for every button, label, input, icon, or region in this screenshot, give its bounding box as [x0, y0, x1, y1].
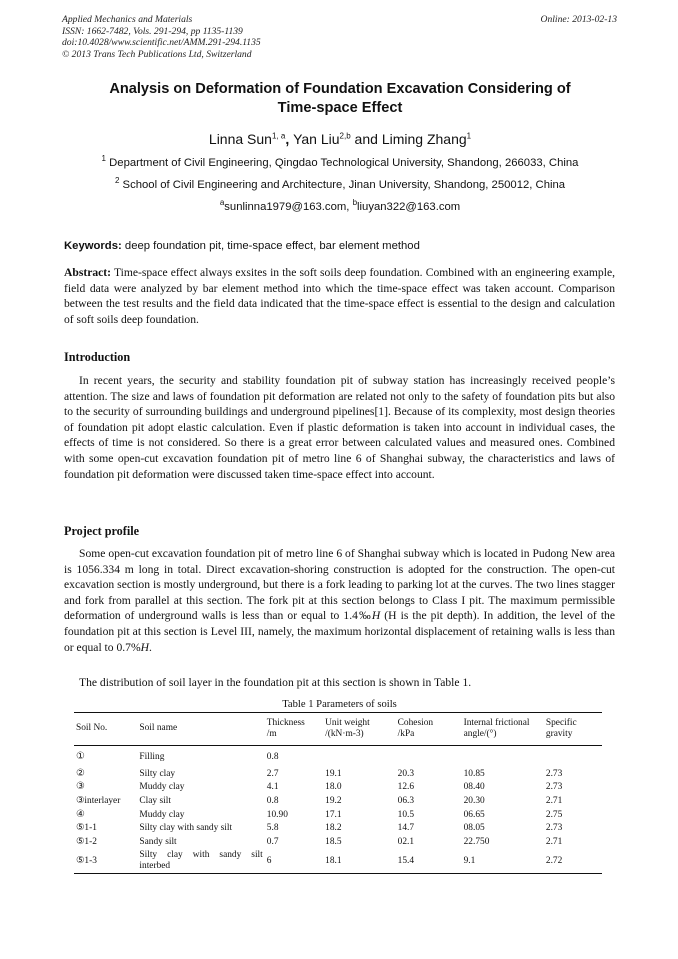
- table-cell: Sandy silt: [139, 836, 177, 847]
- table-row: [74, 767, 602, 781]
- author-name: Yan Liu: [293, 131, 340, 147]
- table-cell: 18.2: [325, 823, 342, 834]
- copyright-line: © 2013 Trans Tech Publications Ltd, Switzerland: [62, 48, 252, 60]
- table-cell: 5.8: [266, 823, 279, 834]
- table-cell: ⑤1-1: [76, 823, 97, 834]
- affiliation-number: 2: [114, 176, 120, 186]
- author-conjunction: and: [350, 131, 382, 147]
- affiliation-text: School of Civil Engineering and Architecture, Jinan University, Shandong, 250012, China: [122, 179, 566, 191]
- table-cell: [544, 746, 602, 767]
- table-cell: ⑤1-3: [76, 855, 97, 866]
- table-cell: 20.30: [463, 795, 485, 806]
- column-header: Cohesion /kPa: [397, 718, 434, 739]
- abstract: [64, 265, 615, 327]
- title-line-1: Analysis on Deformation of Foundation Excavation Considering of: [109, 81, 571, 97]
- table-cell: 6: [266, 855, 272, 866]
- table-cell: ①: [76, 751, 85, 763]
- keywords: [64, 240, 624, 252]
- table-cell: 10.5: [397, 809, 415, 820]
- soil-parameters-table: [74, 712, 602, 874]
- table-cell: 9.1: [463, 855, 476, 866]
- author-list: Linna Sun$^{1, a}$, Yan Liu$^{2,b}$ and Liming Zhang$^1$: [208, 131, 472, 147]
- table-cell: 02.1: [397, 836, 415, 847]
- table-row: [74, 848, 602, 873]
- table-cell: [462, 746, 544, 767]
- table-intro-paragraph: The distribution of soil layer in the foundation pit at this section is shown in Table 1.: [79, 676, 472, 689]
- table-cell: 2.71: [545, 795, 563, 806]
- table-cell: 08.40: [463, 782, 485, 793]
- introduction-paragraph: In recent years, the security and stability foundation pit of subway station has increasingly received people’s attention. The size and laws of foundation pit deformation are related not only to the safety of foundation pits but also to the security of surrounding buildings and underground pipelines[1]. Because of its complexity, most design theories of foundation pit adopt elastic calculation. Even if plastic deformation is taken into account in individual cases, the effects of time is not considered. So there is a great error between calculated values and measured ones. Combined with some open-cut excavation foundation pit of metro line 6 of Shanghai subway, the characteristics and laws of foundation pit deformation were discussed taken time-space effect into account.: [64, 374, 615, 481]
- email-link[interactable]: liuyan322@163.com: [357, 201, 461, 213]
- issn-line: ISSN: 1662-7482, Vols. 291-294, pp 1135-1139: [62, 25, 243, 37]
- table-cell: ⑤1-2: [76, 836, 97, 847]
- table-cell: 19.2: [325, 795, 342, 806]
- column-header: Soil name: [139, 723, 178, 734]
- table-cell: 0.8: [266, 795, 279, 806]
- project-paragraph: Some open-cut excavation foundation pit of metro line 6 of Shanghai subway which is located in Pudong New area is 1056.334 m long in total. Direct excavation-shoring construction is adopted for the construction. The open-cut excavation section is mostly underground, but there is a fork leading to parking lot at the curves. The two lines stagger and fork from parallel at this section. The fork pit at this section belongs to Class I pit. The maximum permissible deformation of underground walls is less than or equal to 1.4‰H (H is the pit depth). In addition, the level of the foundation pit at this section is Level III, namely, the maximum horizontal displacement of retaining walls is less than or equal to 0.7%H.: [64, 547, 615, 654]
- table-cell: ②: [76, 767, 85, 779]
- author-emails: $^a$sunlinna1979@163.com, $^b$liuyan322@163.com: [219, 198, 461, 213]
- table-cell: 18.5: [325, 836, 342, 847]
- email-superscript: a: [219, 198, 225, 208]
- paper-title: [60, 80, 620, 118]
- table-cell: 2.72: [545, 855, 563, 866]
- keywords-text: deep foundation pit, time-space effect, bar element method: [124, 240, 420, 252]
- table-cell: 18.1: [325, 855, 342, 866]
- journal-name: Applied Mechanics and Materials: [62, 14, 193, 25]
- table-cell: 2.73: [545, 768, 563, 779]
- section-heading-project-profile: Project profile: [64, 524, 140, 538]
- table-cell: 4.1: [266, 782, 279, 793]
- table-row: [74, 835, 602, 849]
- table-cell: 0.7: [266, 836, 279, 847]
- table-header-row: [74, 713, 602, 746]
- table-cell: [396, 746, 462, 767]
- abstract-label: Abstract:: [64, 266, 112, 279]
- title-line-2: Time-space Effect: [277, 100, 403, 116]
- table-cell: 2.73: [545, 782, 563, 793]
- column-header: Specific gravity: [545, 718, 577, 739]
- table-row: [74, 808, 602, 822]
- author-name: Linna Sun: [208, 131, 272, 147]
- author-superscript: 1, a: [271, 131, 286, 141]
- abstract-text: Time-space effect always exsites in the soft soils deep foundation. Combined with an engineering example, field data were analyzed by bar element method into which the time-space effect was taken account. Comparison between the test results and the field data indicated that the time-space effect is essential to the design and calculation of soft soils deep foundation.: [64, 266, 615, 326]
- table-row: [74, 794, 602, 808]
- section-heading-introduction: Introduction: [64, 350, 131, 364]
- table-cell: Silty clay: [139, 768, 176, 779]
- table-cell: Silty clay with sandy silt: [139, 823, 233, 834]
- table-cell: 22.750: [463, 836, 490, 847]
- table-cell: 18.0: [325, 782, 342, 793]
- table-cell: Muddy clay: [139, 782, 185, 793]
- table-cell: 0.8: [266, 752, 279, 763]
- table-cell: 12.6: [397, 782, 415, 793]
- table-cell: ③: [76, 781, 85, 793]
- table-cell: Silty clay with sandy silt interbed: [139, 850, 263, 871]
- table-cell: 06.65: [463, 809, 485, 820]
- table-cell: ④: [76, 808, 85, 820]
- keywords-label: Keywords:: [64, 240, 122, 252]
- table-cell: 19.1: [325, 768, 342, 779]
- column-header: Soil No.: [76, 723, 108, 734]
- affiliation-number: 1: [101, 154, 106, 164]
- table-cell: Muddy clay: [139, 809, 185, 820]
- table-row: [74, 746, 602, 767]
- table-cell: Filling: [139, 752, 165, 763]
- table-cell: 17.1: [325, 809, 342, 820]
- table-cell: 10.85: [463, 768, 485, 779]
- table-row: [74, 780, 602, 794]
- column-header: Thickness /m: [266, 718, 305, 739]
- journal-header: [62, 14, 617, 60]
- author-superscript: 2,b: [339, 131, 351, 141]
- table-cell: [323, 746, 396, 767]
- table-row: [74, 821, 602, 835]
- table-cell: 14.7: [397, 823, 415, 834]
- table-cell: ③interlayer: [76, 795, 121, 806]
- table-cell: 08.05: [463, 823, 485, 834]
- table-cell: 10.90: [266, 809, 288, 820]
- table-cell: 06.3: [397, 795, 415, 806]
- email-superscript: b: [352, 198, 358, 208]
- table-cell: 2.71: [545, 836, 563, 847]
- column-header: Unit weight /(kN·m-3): [325, 718, 370, 739]
- table-cell: 15.4: [397, 855, 415, 866]
- affiliation-text: Department of Civil Engineering, Qingdao Technological University, Shandong, 266033, China: [109, 157, 579, 169]
- table-caption: Table 1 Parameters of soils: [282, 699, 397, 710]
- table-cell: Clay silt: [139, 795, 171, 806]
- author-superscript: 1: [466, 131, 472, 141]
- column-header: Internal frictional angle/(°): [463, 718, 530, 739]
- doi-line: doi:10.4028/www.scientific.net/AMM.291-294.1135: [62, 37, 261, 49]
- affiliation: [40, 176, 640, 191]
- author-name: Liming Zhang: [381, 131, 467, 147]
- online-date: Online: 2013-02-13: [540, 14, 617, 25]
- affiliation: [40, 154, 640, 169]
- table-cell: 20.3: [397, 768, 415, 779]
- email-link[interactable]: sunlinna1979@163.com: [224, 201, 347, 213]
- table-cell: 2.7: [266, 768, 279, 779]
- table-cell: 2.75: [545, 809, 563, 820]
- table-cell: 2.73: [545, 823, 563, 834]
